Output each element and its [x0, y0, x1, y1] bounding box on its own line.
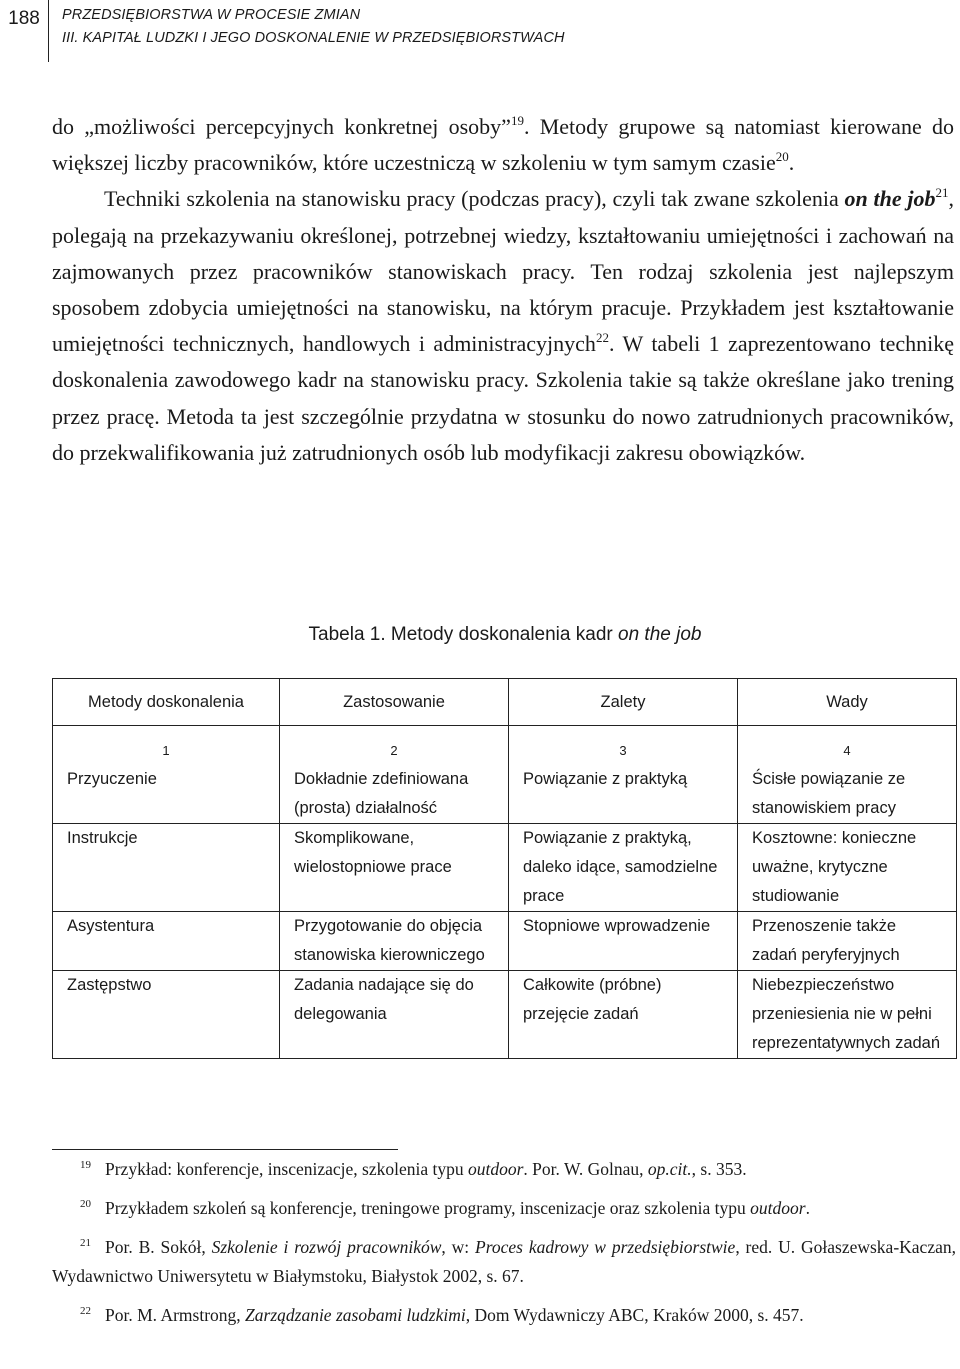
table-cell: Zadania nadające się do delegowania — [280, 971, 509, 1059]
table-row — [53, 912, 957, 971]
text-span: , s. 353. — [691, 1159, 747, 1179]
text-span: . — [788, 150, 795, 176]
emphasis: op.cit. — [647, 1159, 692, 1179]
footnotes — [52, 1155, 956, 1340]
footnote-number: 22 — [80, 1305, 91, 1317]
table-header-cell: Metody doskonalenia — [53, 679, 280, 726]
column-number: 2 — [280, 726, 509, 766]
header-divider — [48, 0, 49, 62]
table-row — [53, 971, 957, 1059]
table-row — [53, 824, 957, 912]
column-number: 1 — [53, 726, 280, 766]
table-cell: Skomplikowane, wielostopniowe prace — [280, 824, 509, 912]
page-number: 188 — [8, 8, 40, 29]
table-cell: Instrukcje — [53, 824, 280, 912]
caption-emphasis: on the job — [618, 624, 702, 645]
column-number-row — [53, 726, 957, 766]
emphasis: outdoor — [467, 1159, 524, 1179]
footnote-number: 20 — [80, 1198, 91, 1210]
text-span: . Metody grupowe są natomiast kierowane do większej liczby pracowników, które uczestniczą w szkoleniu w tym samym czasie — [52, 114, 954, 176]
footnote-ref: 22 — [595, 330, 609, 346]
text-span: , w: — [441, 1237, 476, 1257]
table-cell: Całkowite (próbne) przejęcie zadań — [509, 971, 738, 1059]
table-header-cell: Zalety — [509, 679, 738, 726]
table-cell: Dokładnie zdefiniowana (prosta) działalność — [280, 765, 509, 824]
table-caption — [0, 624, 960, 646]
footnote-22 — [52, 1301, 956, 1330]
text-span: , red. U. Gołaszewska-Kaczan, Wydawnictwo Uniwersytetu w Białymstoku, Białystok 2002, s. 67. — [52, 1237, 956, 1286]
footnote-ref: 21 — [935, 185, 949, 201]
table-cell: Stopniowe wprowadzenie — [509, 912, 738, 971]
emphasis: on the job — [844, 186, 936, 212]
column-number: 4 — [738, 726, 957, 766]
text-span: , Dom Wydawniczy ABC, Kraków 2000, s. 457. — [465, 1305, 804, 1325]
footnote-number: 19 — [80, 1159, 91, 1171]
text-span: , polegają na przekazywaniu określonej, potrzebnej wiedzy, kształtowaniu umiejętności i zachowań na zajmowanych przez pracowników stanowiskach pracy. Ten rodzaj szkolenia jest najlepszym sposobem zdobycia umiejętności na stanowisku, na którym pracuje. Przykładem jest kształtowanie umiejętności technicznych, handlowych i administracyjnych — [52, 186, 954, 357]
header-title-line-1: PRZEDSIĘBIORSTWA W PROCESIE ZMIAN — [62, 7, 361, 23]
text-span: do „możliwości percepcyjnych konkretnej osoby” — [52, 114, 511, 139]
text-span: Przykładem szkoleń są konferencje, treningowe programy, inscenizacje oraz szkolenia typu — [105, 1198, 751, 1218]
body-text — [52, 109, 954, 471]
text-span: Por. M. Armstrong, — [105, 1305, 246, 1325]
header-title-line-2: III. KAPITAŁ LUDZKI I JEGO DOSKONALENIE W PRZEDSIĘBIORSTWACH — [62, 30, 565, 46]
emphasis: Szkolenie i rozwój pracowników — [211, 1237, 442, 1257]
running-header — [62, 4, 565, 50]
footnote-20 — [52, 1194, 956, 1223]
table-cell: Przyuczenie — [53, 765, 280, 824]
caption-text: Tabela 1. Metody doskonalenia kadr — [308, 624, 618, 645]
emphasis: Zarządzanie zasobami ludzkimi — [245, 1305, 466, 1325]
table-cell: Asystentura — [53, 912, 280, 971]
text-span: . W tabeli 1 zaprezentowano technikę doskonalenia zawodowego kadr na stanowisku pracy. Szkolenia takie są także określane jako trening przez pracę. Metoda ta jest szczególnie przydatna w stosunku do nowo zatrudnionych pracowników, do przekwalifikowania już zatrudnionych osób lub modyfikacji zakresu obowiązków. — [52, 331, 954, 465]
footnote-ref: 19 — [510, 113, 524, 128]
text-span: Techniki szkolenia na stanowisku pracy (podczas pracy), czyli tak zwane szkolenia — [104, 186, 845, 212]
table-cell: Ścisłe powiązanie ze stanowiskiem pracy — [738, 765, 957, 824]
text-span: . — [805, 1198, 810, 1218]
table-cell: Powiązanie z praktyką — [509, 765, 738, 824]
footnote-number: 21 — [80, 1237, 91, 1249]
paragraph-1 — [52, 109, 954, 181]
table-cell: Przygotowanie do objęcia stanowiska kierowniczego — [280, 912, 509, 971]
emphasis: outdoor — [750, 1198, 806, 1218]
text-span: . Por. W. Golnau, — [523, 1159, 648, 1179]
table-cell: Powiązanie z praktyką, daleko idące, samodzielne prace — [509, 824, 738, 912]
footnote-ref: 20 — [775, 149, 789, 165]
footnote-19 — [52, 1155, 956, 1184]
emphasis: Proces kadrowy w przedsiębiorstwie — [475, 1237, 736, 1257]
paragraph-2 — [52, 181, 954, 471]
table-header-cell: Wady — [738, 679, 957, 726]
footnote-21 — [52, 1233, 956, 1291]
footnote-divider — [52, 1149, 398, 1150]
table-cell: Zastępstwo — [53, 971, 280, 1059]
table-header-cell: Zastosowanie — [280, 679, 509, 726]
table-cell: Przenoszenie także zadań peryferyjnych — [738, 912, 957, 971]
table-cell: Kosztowne: konieczne uważne, krytyczne studiowanie — [738, 824, 957, 912]
column-number: 3 — [509, 726, 738, 766]
text-span: Por. B. Sokół, — [105, 1237, 212, 1257]
table-header-row — [53, 679, 957, 726]
text-span: Przykład: konferencje, inscenizacje, szkolenia typu — [105, 1159, 468, 1179]
methods-table — [52, 678, 957, 1059]
table-row — [53, 765, 957, 824]
table-cell: Niebezpieczeństwo przeniesienia nie w pełni reprezentatywnych zadań — [738, 971, 957, 1059]
